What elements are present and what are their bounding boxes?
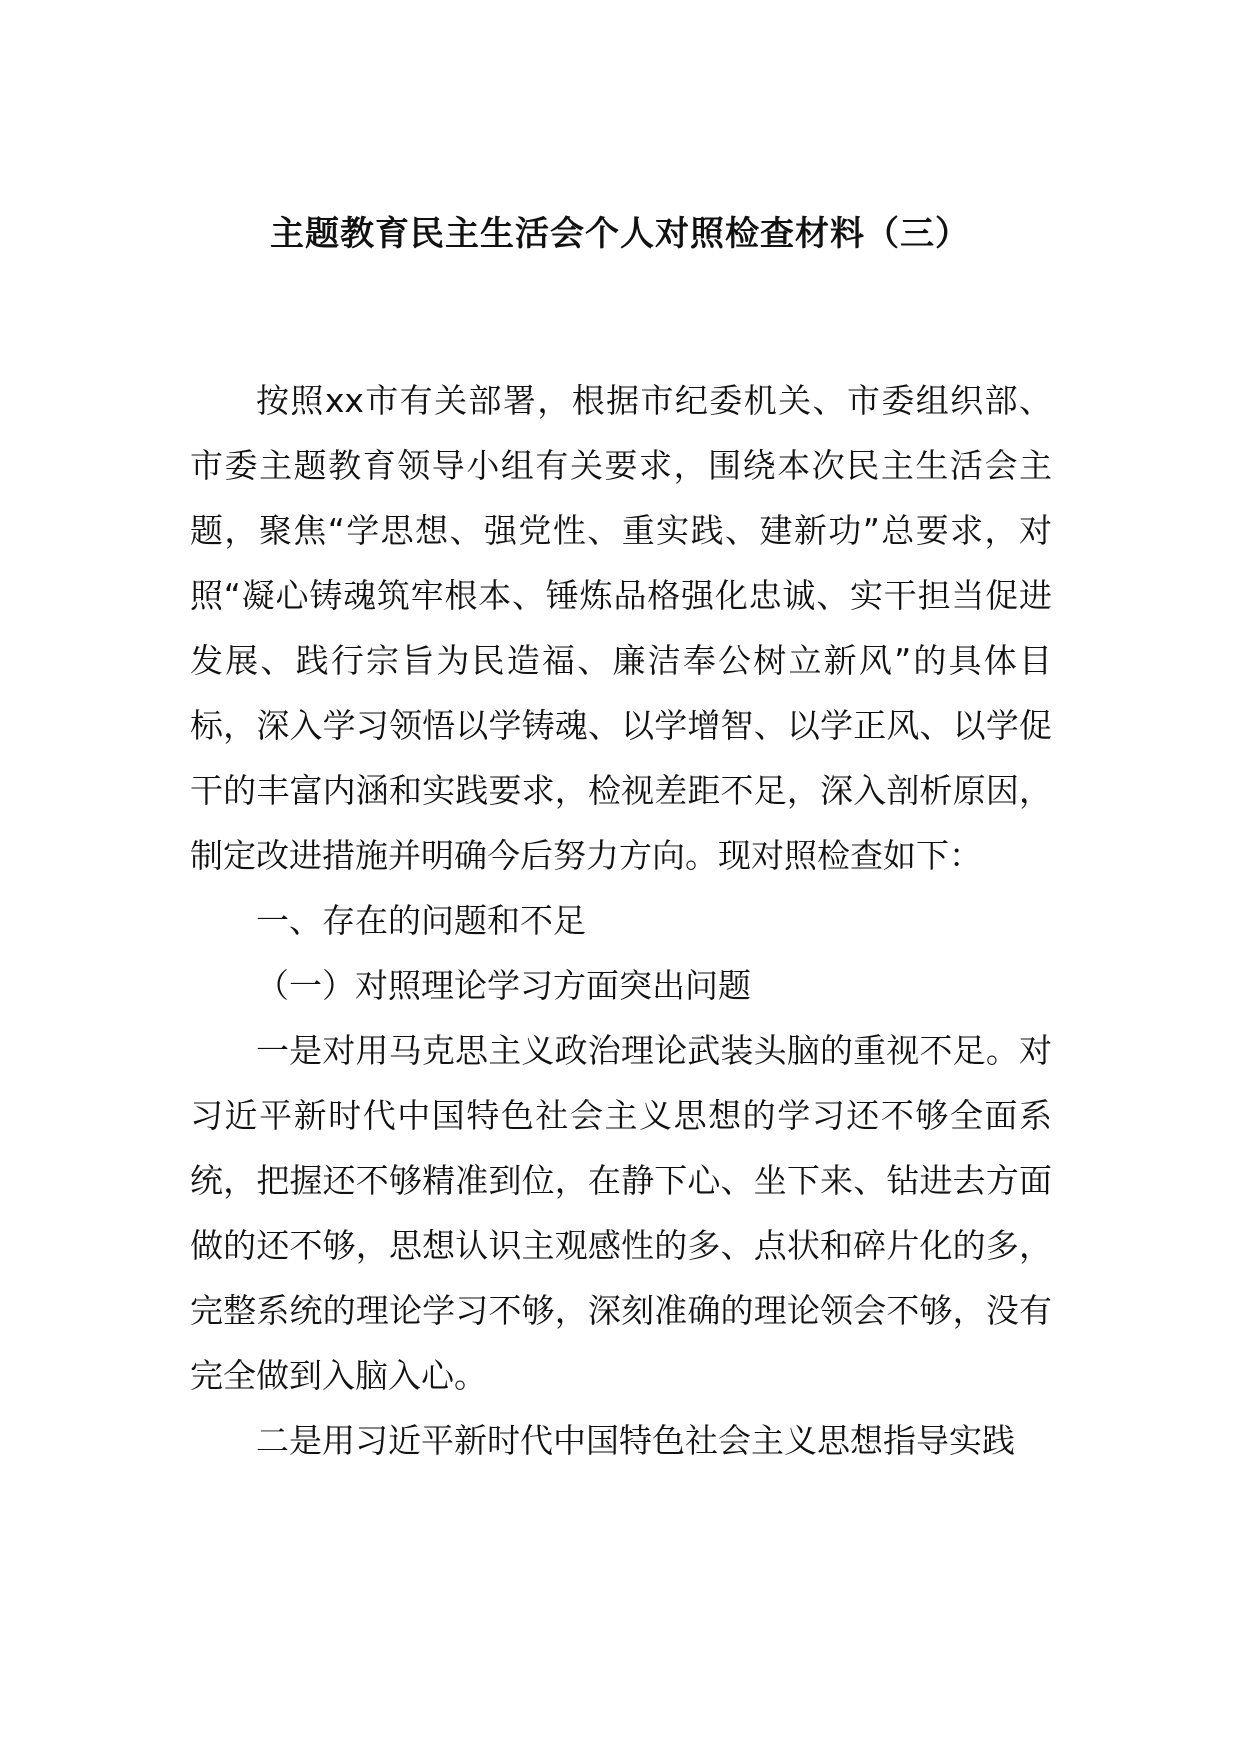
- paragraph-intro: 按照xx市有关部署，根据市纪委机关、市委组织部、市委主题教育领导小组有关要求，围绕本次民主生活会主题，聚焦“学思想、强党性、重实践、建新功”总要求，对照“凝心铸魂筑牢根本、锤炼品格强化忠诚、实干担当促进发展、践行宗旨为民造福、廉洁奉公树立新风”的具体目标，深入学习领悟以学铸魂、以学增智、以学正风、以学促干的丰富内涵和实践要求，检视差距不足，深入剖析原因，制定改进措施并明确今后努力方向。现对照检查如下：: [190, 381, 1052, 875]
- section-heading: 一、存在的问题和不足: [256, 901, 586, 940]
- document-body: [190, 368, 1052, 1473]
- document-title: 主题教育民主生活会个人对照检查材料（三）: [270, 214, 970, 254]
- paragraph-point-two: 二是用习近平新时代中国特色社会主义思想指导实践: [256, 1421, 1015, 1460]
- subsection-heading: （一）对照理论学习方面突出问题: [256, 966, 751, 1005]
- paragraph-point-one: 一是对用马克思主义政治理论武装头脑的重视不足。对习近平新时代中国特色社会主义思想的学习还不够全面系统，把握还不够精准到位，在静下心、坐下来、钻进去方面做的还不够，思想认识主观感性的多、点状和碎片化的多，完整系统的理论学习不够，深刻准确的理论领会不够，没有完全做到入脑入心。: [190, 1031, 1052, 1395]
